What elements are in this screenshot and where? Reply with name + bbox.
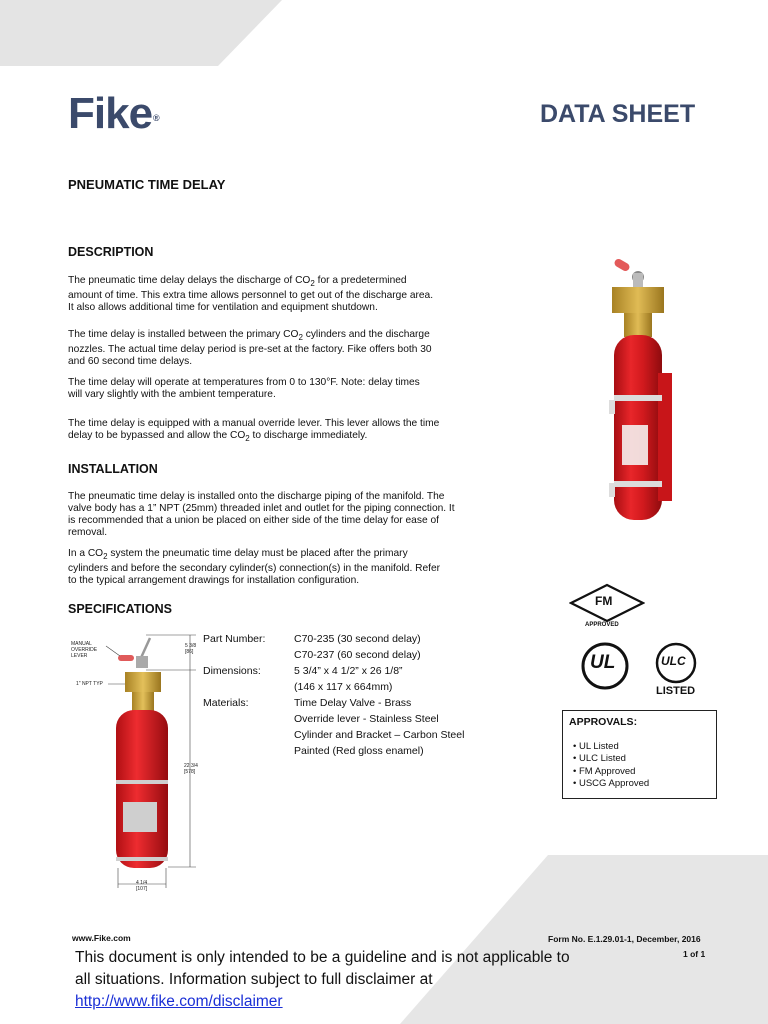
installation-paragraph-2: In a $CO_2$ system the pneumatic time delay must be placed after the primary cylinders and before the secondary cylinder(s) connection(s) in the manifold. Refer to the typical arrangement drawings for installation configuration. [68, 548, 441, 587]
spec-mat-2: Override lever - Stainless Steel [294, 713, 439, 725]
description-paragraph-1: The pneumatic time delay delays the discharge of $CO_2$ for a predetermined amount of time. This extra time allows personnel to get out of the discharge area. It also allows additional time for ventilation and equipment shutdown. [68, 275, 434, 314]
approvals-box [562, 710, 717, 799]
footer-website[interactable]: www.Fike.com [72, 933, 131, 943]
product-title: PNEUMATIC TIME DELAY [68, 177, 226, 192]
ulc-caption: LISTED [656, 685, 696, 697]
spec-part-1: C70-235 (30 second delay) [294, 633, 421, 645]
approvals-list [573, 741, 649, 790]
spec-dim-1: 5 3/4” x 4 1/2” x 26 1/8” [294, 665, 403, 677]
installation-heading: INSTALLATION [68, 462, 158, 476]
fike-logo: Fike® [68, 89, 159, 138]
fm-mark-text: FM [595, 594, 613, 608]
description-paragraph-3: The time delay will operate at temperatures from 0 to 130°F. Note: delay times will vary slightly with the ambient temperature. [68, 377, 420, 400]
spec-mat-label: Materials: [203, 697, 249, 709]
product-photo [600, 255, 685, 525]
specifications-heading: SPECIFICATIONS [68, 602, 172, 616]
spec-mat-4: Painted (Red gloss enamel) [294, 745, 424, 757]
installation-paragraph-1: The pneumatic time delay is installed onto the discharge piping of the manifold. The valve body has a 1” NPT (25mm) threaded inlet and outlet for the piping connection. It is recommended that a union be placed on either side of the time delay for ease of removal. [68, 491, 455, 538]
spec-part-2: C70-237 (60 second delay) [294, 649, 421, 661]
description-heading: DESCRIPTION [68, 245, 154, 259]
spec-dim-label: Dimensions: [203, 665, 261, 677]
drawing-dim-height: 22 3/4 [578] [184, 763, 198, 775]
drawing-npt-label: 1" NPT TYP [76, 681, 103, 687]
approval-item: • USCG Approved [573, 778, 649, 790]
approvals-title: APPROVALS: [569, 716, 638, 728]
header-background-shape [0, 0, 768, 70]
approval-item: • FM Approved [573, 766, 649, 778]
disclaimer-text: This document is only intended to be a guideline and is not applicable to all situations. Information subject to full disclaimer at http://www.fike.com/disclaimer [75, 949, 570, 1010]
footer-page-number: 1 of 1 [683, 949, 706, 959]
footer-form-number: Form No. E.1.29.01-1, December, 2016 [548, 934, 701, 944]
drawing-lever-label: MANUAL OVERRIDE LEVER [71, 641, 98, 659]
approval-item: • UL Listed [573, 741, 649, 753]
spec-part-label: Part Number: [203, 633, 266, 645]
drawing-dim-width: 4 1/4 [107] [136, 880, 148, 892]
approval-item: • ULC Listed [573, 753, 649, 765]
ul-mark-text: UL [590, 652, 616, 673]
fm-caption: APPROVED [585, 622, 619, 628]
spec-dim-2: (146 x 117 x 664mm) [294, 681, 393, 693]
disclaimer-link[interactable]: http://www.fike.com/disclaimer [75, 993, 283, 1010]
spec-mat-3: Cylinder and Bracket – Carbon Steel [294, 729, 465, 741]
description-paragraph-4: The time delay is equipped with a manual override lever. This lever allows the time delay to be bypassed and allow the $CO_2$ to discharge immediately. [68, 418, 440, 444]
spec-mat-1: Time Delay Valve - Brass [294, 697, 412, 709]
description-paragraph-2: The time delay is installed between the primary $CO_2$ cylinders and the discharge nozzles. The actual time delay period is pre-set at the factory. Fike offers both 30 and 60 second time delays. [68, 329, 432, 368]
doc-type-title: DATA SHEET [540, 100, 696, 128]
ulc-mark-text: ULC [661, 654, 686, 668]
drawing-dim-top: 5 3/8 [86] [185, 643, 197, 655]
